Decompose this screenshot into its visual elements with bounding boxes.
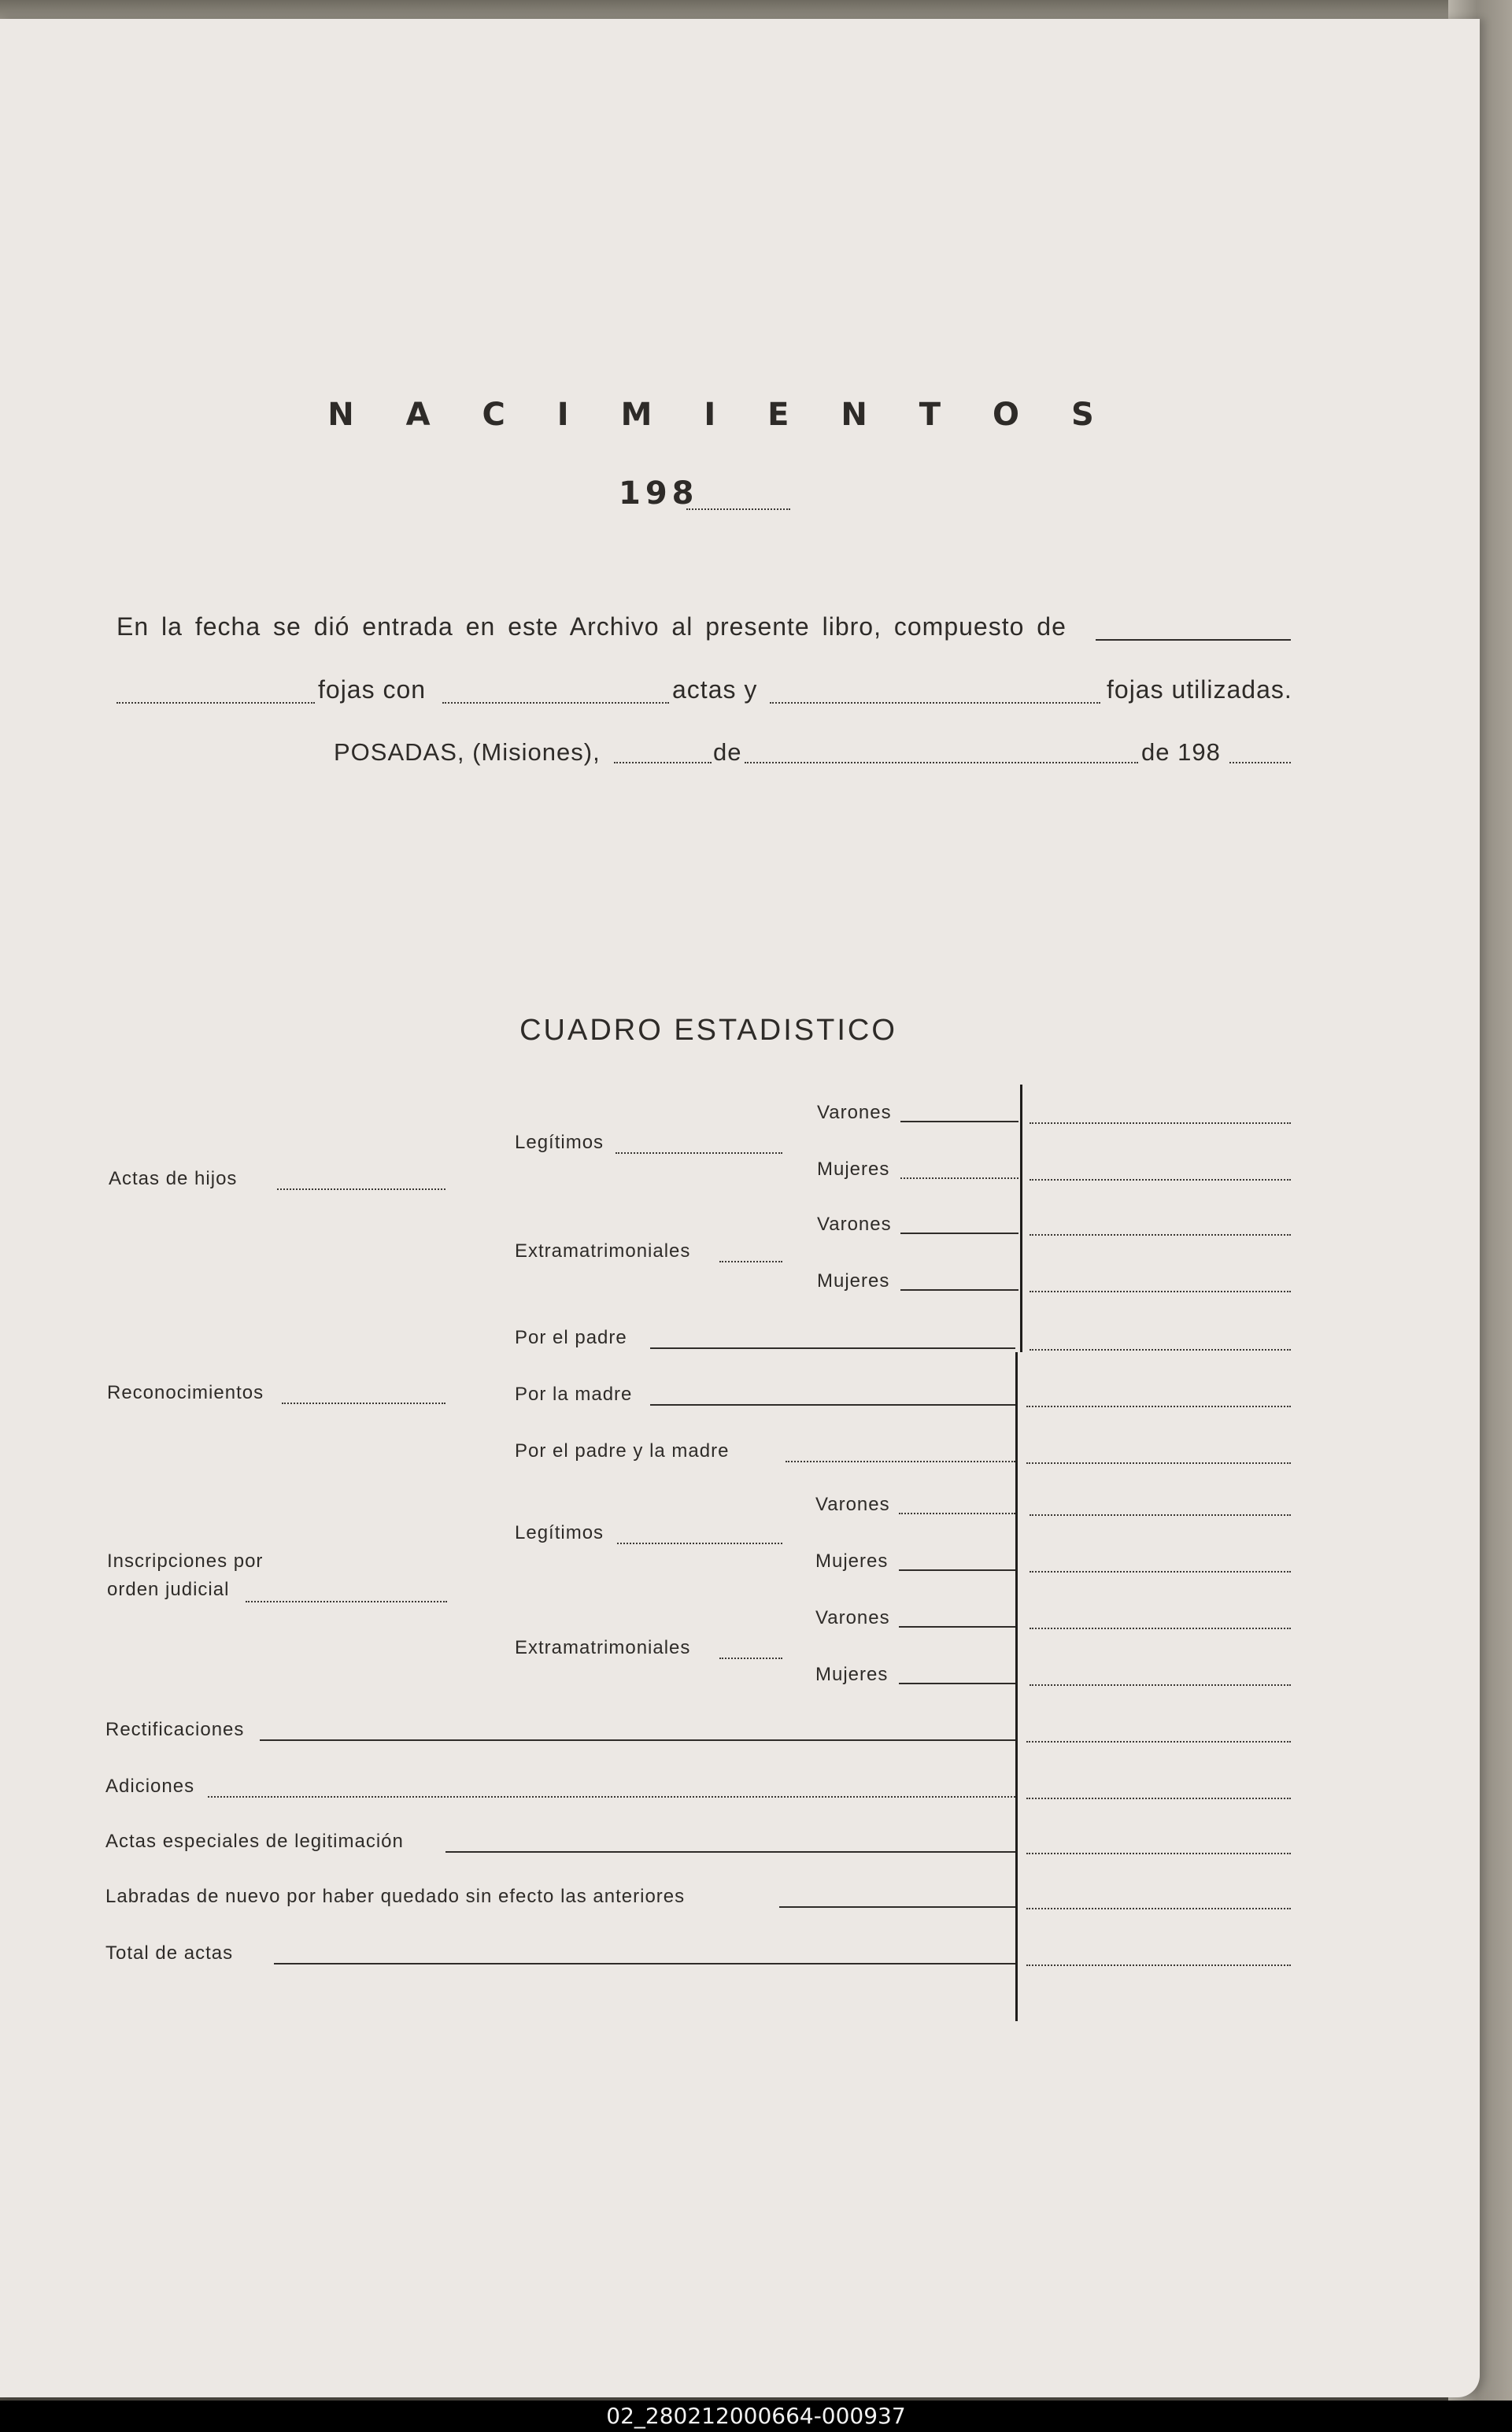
- por-la-madre-label: Por la madre: [515, 1384, 633, 1405]
- mujeres-line-1: [900, 1177, 1018, 1179]
- mujeres-line-2: [900, 1289, 1018, 1291]
- extramatrimoniales-label-2: Extramatrimoniales: [515, 1637, 691, 1658]
- labradas-total: [1026, 1908, 1291, 1909]
- image-caption: 02_280212000664-000937: [0, 2401, 1512, 2432]
- total-de-actas-label: Total de actas: [105, 1942, 234, 1964]
- actas-especiales-total: [1026, 1853, 1291, 1854]
- inscripciones-line: [246, 1601, 447, 1602]
- extramatrimoniales-line-1: [719, 1261, 782, 1262]
- adiciones-line: [208, 1796, 1015, 1798]
- year-heading: [619, 475, 699, 512]
- varones-line-1: [900, 1121, 1018, 1122]
- mujeres-total-1: [1030, 1179, 1291, 1181]
- fojas-con-label: fojas con: [318, 675, 427, 704]
- total-de-actas-total: [1026, 1964, 1291, 1966]
- actas-blank: [442, 702, 669, 704]
- por-la-madre-total: [1026, 1406, 1291, 1407]
- mujeres-line-3: [899, 1569, 1015, 1571]
- varones-label-4: Varones: [815, 1607, 890, 1628]
- legitimos-line-2: [617, 1543, 782, 1544]
- varones-total-4: [1030, 1628, 1291, 1629]
- varones-line-3: [899, 1513, 1015, 1514]
- varones-label-3: Varones: [815, 1494, 890, 1515]
- mujeres-line-4: [899, 1683, 1015, 1684]
- entry-line-1: En la fecha se dió entrada en este Archivo al presente libro, compuesto de: [116, 612, 1067, 641]
- varones-label-2: Varones: [817, 1214, 892, 1235]
- labradas-label: Labradas de nuevo por haber quedado sin efecto las anteriores: [105, 1886, 686, 1907]
- actas-especiales-label: Actas especiales de legitimación: [105, 1831, 404, 1852]
- mujeres-label-3: Mujeres: [815, 1550, 889, 1572]
- inscripciones-label-line-2: orden judicial: [107, 1579, 230, 1600]
- cuadro-title: CUADRO ESTADISTICO: [519, 1014, 897, 1047]
- por-el-padre-y-la-madre-line: [786, 1461, 1015, 1462]
- mujeres-total-2: [1030, 1291, 1291, 1292]
- extramatrimoniales-line-2: [719, 1658, 782, 1659]
- year-entry-blank: [1229, 762, 1291, 763]
- por-el-padre-line: [650, 1347, 1015, 1349]
- por-la-madre-line: [650, 1404, 1015, 1406]
- actas-de-hijos-label: Actas de hijos: [109, 1168, 238, 1189]
- labradas-line: [779, 1906, 1015, 1908]
- legitimos-label-2: Legítimos: [515, 1522, 604, 1543]
- fojas-blank: [116, 702, 315, 704]
- rectificaciones-line: [260, 1739, 1015, 1741]
- actas-y-label: actas y: [672, 675, 758, 704]
- column-divider-upper: [1020, 1085, 1022, 1352]
- por-el-padre-total: [1030, 1349, 1291, 1351]
- actas-de-hijos-line: [277, 1188, 445, 1190]
- mujeres-label-4: Mujeres: [815, 1664, 889, 1685]
- por-el-padre-label: Por el padre: [515, 1327, 627, 1348]
- adiciones-total: [1026, 1798, 1291, 1799]
- total-de-actas-line: [274, 1963, 1015, 1964]
- mujeres-label-2: Mujeres: [817, 1270, 890, 1292]
- page-title: N A C I M I E N T O S: [327, 397, 1115, 433]
- varones-total-3: [1030, 1514, 1291, 1516]
- rectificaciones-label: Rectificaciones: [105, 1719, 245, 1740]
- year-blank: [686, 508, 790, 510]
- inscripciones-label-line-1: Inscripciones por: [107, 1550, 264, 1572]
- year-prefix: 198: [619, 475, 699, 512]
- month-blank: [745, 762, 1138, 763]
- por-el-padre-y-la-madre-label: Por el padre y la madre: [515, 1440, 730, 1462]
- reconocimientos-line: [282, 1403, 445, 1404]
- mujeres-total-4: [1030, 1684, 1291, 1686]
- varones-line-4: [899, 1626, 1015, 1628]
- por-el-padre-y-la-madre-total: [1026, 1462, 1291, 1464]
- mujeres-total-3: [1030, 1571, 1291, 1573]
- varones-label-1: Varones: [817, 1102, 892, 1123]
- reconocimientos-label: Reconocimientos: [107, 1382, 264, 1403]
- ledger-page: [0, 19, 1480, 2397]
- day-blank: [614, 762, 712, 763]
- extramatrimoniales-label-1: Extramatrimoniales: [515, 1240, 691, 1262]
- varones-line-2: [900, 1233, 1018, 1234]
- actas-especiales-line: [445, 1851, 1015, 1853]
- year-label: de 198: [1141, 738, 1221, 766]
- adiciones-label: Adiciones: [105, 1776, 195, 1797]
- de-label: de: [713, 738, 742, 766]
- legitimos-label: Legítimos: [515, 1132, 604, 1153]
- varones-total-2: [1030, 1234, 1291, 1236]
- rectificaciones-total: [1026, 1741, 1291, 1743]
- column-divider-lower: [1015, 1352, 1018, 2021]
- place-label: POSADAS, (Misiones),: [334, 738, 601, 766]
- utilizadas-blank: [770, 702, 1100, 704]
- compuesto-blank: [1096, 639, 1291, 641]
- mujeres-label-1: Mujeres: [817, 1159, 890, 1180]
- varones-total-1: [1030, 1122, 1291, 1124]
- legitimos-line: [616, 1152, 782, 1154]
- fojas-utilizadas-label: fojas utilizadas.: [1107, 675, 1292, 704]
